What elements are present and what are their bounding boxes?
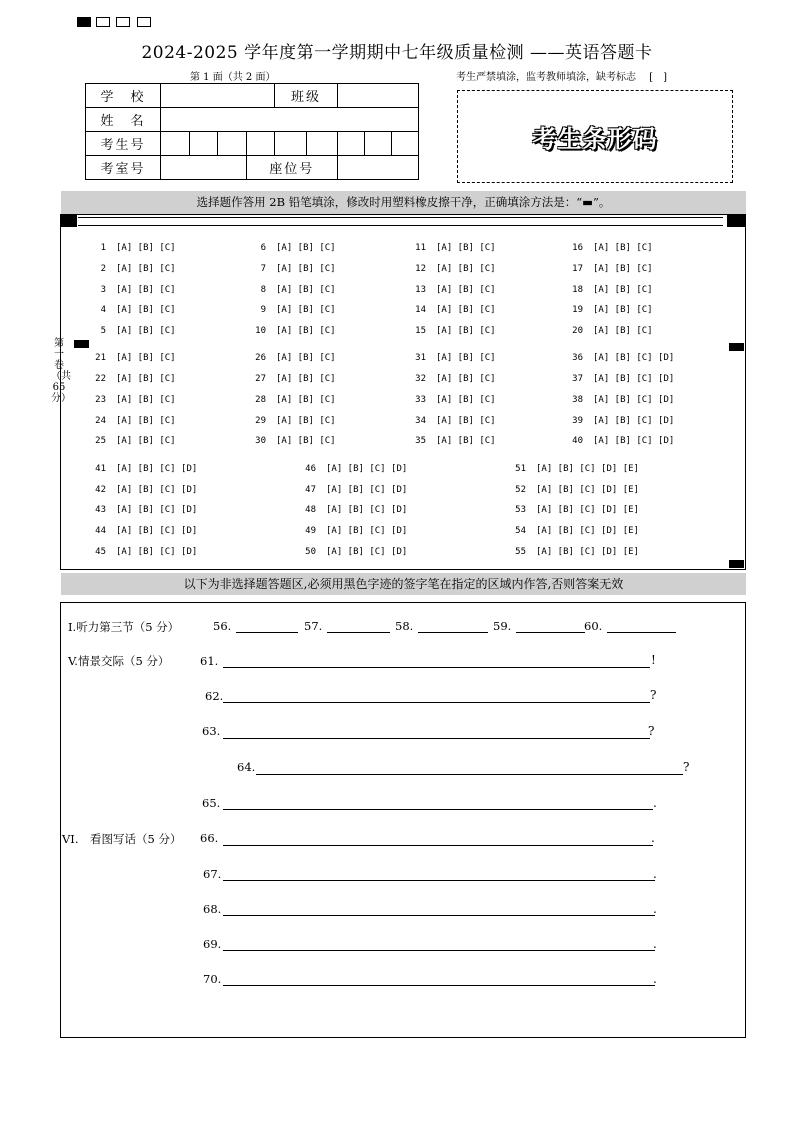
question-item[interactable] <box>300 464 407 474</box>
answer-number: 59. <box>493 619 512 633</box>
question-number: 20 <box>572 326 583 336</box>
section-picture-writing-title: VI. 看图写话（5 分） <box>62 832 182 846</box>
answer-bubbles[interactable]: [A] [B] [C] <box>436 374 496 384</box>
answer-bubbles[interactable]: [A] [B] [C] [D] <box>116 505 198 515</box>
question-number: 27 <box>255 374 266 384</box>
question-number: 12 <box>415 264 426 274</box>
question-item[interactable] <box>90 526 197 536</box>
name-label: 姓 名 <box>86 108 161 132</box>
question-number: 30 <box>255 436 266 446</box>
written-instruction-banner: 以下为非选择题答题区,必须用黑色字迹的签字笔在指定的区域内作答,否则答案无效 <box>61 573 746 595</box>
sentence-end-mark: . <box>653 796 657 810</box>
answer-number: 66. <box>200 831 219 845</box>
question-item[interactable] <box>300 547 407 557</box>
divider-line <box>78 225 723 226</box>
exam-number-cell[interactable] <box>246 132 275 156</box>
exam-number-cell[interactable] <box>189 132 218 156</box>
mc-instruction-banner: 选择题作答用 2B 铅笔填涂，修改时用塑料橡皮擦干净，正确填涂方法是：“▬”。 <box>61 191 746 214</box>
section-listening-title: I.听力第三节（5 分） <box>68 620 180 634</box>
answer-bubbles[interactable]: [A] [B] [C] <box>593 305 653 315</box>
question-number: 24 <box>95 416 106 426</box>
question-number: 15 <box>415 326 426 336</box>
answer-bubbles[interactable]: [A] [B] [C] [D] <box>116 464 198 474</box>
question-item[interactable] <box>300 505 407 515</box>
question-number: 7 <box>260 264 266 274</box>
question-number: 17 <box>572 264 583 274</box>
answer-number: 56. <box>213 619 232 633</box>
question-item[interactable] <box>250 326 336 336</box>
question-number: 19 <box>572 305 583 315</box>
question-item[interactable] <box>90 374 176 384</box>
room-field[interactable] <box>161 156 247 180</box>
exam-number-cell[interactable] <box>275 132 307 156</box>
question-number: 35 <box>415 436 426 446</box>
answer-bubbles[interactable]: [A] [B] [C] <box>116 326 176 336</box>
question-number: 13 <box>415 285 426 295</box>
answer-bubbles[interactable]: [A] [B] [C] <box>436 285 496 295</box>
answer-bubbles[interactable]: [A] [B] [C] <box>116 416 176 426</box>
answer-line-68[interactable] <box>223 915 655 916</box>
question-item[interactable] <box>567 395 674 405</box>
sentence-end-mark: ! <box>651 653 656 667</box>
answer-bubbles[interactable]: [A] [B] [C] <box>436 305 496 315</box>
question-number: 22 <box>95 374 106 384</box>
answer-bubbles[interactable]: [A] [B] [C] <box>276 374 336 384</box>
question-number: 6 <box>260 243 266 253</box>
answer-bubbles[interactable]: [A] [B] [C] <box>436 264 496 274</box>
answer-line-56[interactable] <box>236 632 298 633</box>
question-number: 3 <box>100 285 106 295</box>
question-item[interactable] <box>567 285 653 295</box>
question-item[interactable] <box>250 374 336 384</box>
question-item[interactable] <box>250 285 336 295</box>
question-item[interactable] <box>567 305 653 315</box>
question-item[interactable] <box>90 436 176 446</box>
exam-number-cell[interactable] <box>365 132 392 156</box>
answer-bubbles[interactable]: [A] [B] [C] <box>436 243 496 253</box>
answer-bubbles[interactable]: [A] [B] [C] [D] <box>593 374 675 384</box>
absent-mark-note: 考生严禁填涂，监考教师填涂，缺考标志 [ ] <box>456 72 667 83</box>
sentence-end-mark: ? <box>650 688 657 702</box>
question-number: 47 <box>305 485 316 495</box>
answer-line-58[interactable] <box>418 632 488 633</box>
question-item[interactable] <box>567 374 674 384</box>
sentence-end-mark: . <box>651 831 655 845</box>
answer-bubbles[interactable]: [A] [B] [C] [D] [E] <box>536 464 639 474</box>
answer-bubbles[interactable]: [A] [B] [C] <box>116 436 176 446</box>
answer-bubbles[interactable]: [A] [B] [C] <box>276 264 336 274</box>
page-title: 2024-2025 学年度第一学期期中七年级质量检测 ——英语答题卡 <box>141 43 653 63</box>
sentence-end-mark: . <box>653 937 657 951</box>
sentence-end-mark: ? <box>648 724 655 738</box>
page-note: 第 1 面（共 2 面） <box>190 72 276 83</box>
question-item[interactable] <box>250 305 336 315</box>
question-number: 51 <box>515 464 526 474</box>
question-number: 38 <box>572 395 583 405</box>
question-item[interactable] <box>567 264 653 274</box>
question-item[interactable] <box>90 326 176 336</box>
question-number: 25 <box>95 436 106 446</box>
answer-line-59[interactable] <box>516 632 585 633</box>
answer-bubbles[interactable]: [A] [B] [C] <box>436 436 496 446</box>
answer-bubbles[interactable]: [A] [B] [C] [D] <box>593 416 675 426</box>
answer-line-67[interactable] <box>223 880 655 881</box>
question-item[interactable] <box>90 264 176 274</box>
question-number: 28 <box>255 395 266 405</box>
question-number: 41 <box>95 464 106 474</box>
question-number: 53 <box>515 505 526 515</box>
question-item[interactable] <box>300 526 407 536</box>
question-number: 48 <box>305 505 316 515</box>
question-number: 31 <box>415 353 426 363</box>
answer-bubbles[interactable]: [A] [B] [C] [D] <box>326 485 408 495</box>
question-number: 54 <box>515 526 526 536</box>
question-item[interactable] <box>510 485 639 495</box>
barcode-label: 考生条形码 <box>532 125 658 153</box>
answer-bubbles[interactable]: [A] [B] [C] <box>276 285 336 295</box>
answer-bubbles[interactable]: [A] [B] [C] <box>116 243 176 253</box>
answer-bubbles[interactable]: [A] [B] [C] <box>116 395 176 405</box>
question-item[interactable] <box>90 243 176 253</box>
question-item[interactable] <box>90 353 176 363</box>
answer-bubbles[interactable]: [A] [B] [C] <box>116 264 176 274</box>
answer-bubbles[interactable]: [A] [B] [C] [D] <box>593 353 675 363</box>
question-number: 4 <box>100 305 106 315</box>
school-field[interactable] <box>161 84 275 108</box>
answer-bubbles[interactable]: [A] [B] [C] [D] <box>326 547 408 557</box>
question-item[interactable] <box>90 416 176 426</box>
question-number: 16 <box>572 243 583 253</box>
answer-number: 67. <box>203 867 222 881</box>
room-label: 考室号 <box>86 156 161 180</box>
divider-line <box>78 217 723 218</box>
question-number: 55 <box>515 547 526 557</box>
answer-bubbles[interactable]: [A] [B] [C] [D] <box>116 526 198 536</box>
answer-line-62[interactable] <box>223 702 650 703</box>
question-number: 45 <box>95 547 106 557</box>
answer-number: 61. <box>200 654 219 668</box>
exam-number-label: 考生号 <box>86 132 161 156</box>
answer-number: 68. <box>203 902 222 916</box>
exam-number-cell[interactable] <box>218 132 247 156</box>
alignment-mark <box>727 215 745 227</box>
answer-bubbles[interactable]: [A] [B] [C] <box>116 353 176 363</box>
question-item[interactable] <box>90 285 176 295</box>
answer-bubbles[interactable]: [A] [B] [C] <box>276 326 336 336</box>
question-item[interactable] <box>510 464 639 474</box>
question-item[interactable] <box>567 353 674 363</box>
question-number: 2 <box>100 264 106 274</box>
answer-bubbles[interactable]: [A] [B] [C] <box>276 243 336 253</box>
question-number: 18 <box>572 285 583 295</box>
question-item[interactable] <box>250 436 336 446</box>
answer-number: 60. <box>584 619 603 633</box>
answer-number: 64. <box>237 760 256 774</box>
answer-bubbles[interactable]: [A] [B] [C] <box>593 326 653 336</box>
barcode-area <box>457 90 733 183</box>
alignment-mark <box>729 560 744 568</box>
question-item[interactable] <box>250 353 336 363</box>
answer-line-70[interactable] <box>223 985 655 986</box>
question-number: 9 <box>260 305 266 315</box>
question-item[interactable] <box>90 305 176 315</box>
question-number: 10 <box>255 326 266 336</box>
answer-bubbles[interactable]: [A] [B] [C] [D] <box>326 526 408 536</box>
answer-line-69[interactable] <box>223 950 655 951</box>
question-item[interactable] <box>410 243 496 253</box>
sentence-end-mark: . <box>653 902 657 916</box>
question-number: 37 <box>572 374 583 384</box>
answer-number: 58. <box>395 619 414 633</box>
question-item[interactable] <box>410 395 496 405</box>
answer-bubbles[interactable]: [A] [B] [C] [D] [E] <box>536 547 639 557</box>
answer-line-64[interactable] <box>256 774 683 775</box>
answer-bubbles[interactable]: [A] [B] [C] <box>116 285 176 295</box>
question-item[interactable] <box>410 305 496 315</box>
question-number: 34 <box>415 416 426 426</box>
answer-line-63[interactable] <box>223 738 650 739</box>
answer-bubbles[interactable]: [A] [B] [C] [D] <box>593 436 675 446</box>
question-item[interactable] <box>90 464 197 474</box>
question-number: 8 <box>260 285 266 295</box>
answer-line-66[interactable] <box>223 845 653 846</box>
answer-number: 62. <box>205 689 224 703</box>
question-item[interactable] <box>567 416 674 426</box>
question-item[interactable] <box>250 395 336 405</box>
question-item[interactable] <box>410 353 496 363</box>
question-item[interactable] <box>567 243 653 253</box>
answer-bubbles[interactable]: [A] [B] [C] [D] <box>326 505 408 515</box>
question-number: 39 <box>572 416 583 426</box>
corner-mark-empty <box>137 17 151 27</box>
question-item[interactable] <box>567 436 674 446</box>
question-number: 42 <box>95 485 106 495</box>
question-number: 33 <box>415 395 426 405</box>
question-number: 49 <box>305 526 316 536</box>
class-field[interactable] <box>338 84 419 108</box>
question-number: 23 <box>95 395 106 405</box>
answer-bubbles[interactable]: [A] [B] [C] [D] <box>116 547 198 557</box>
question-item[interactable] <box>250 243 336 253</box>
question-item[interactable] <box>250 264 336 274</box>
question-item[interactable] <box>250 416 336 426</box>
name-field[interactable] <box>161 108 419 132</box>
alignment-mark <box>61 215 77 227</box>
corner-mark-empty <box>96 17 110 27</box>
question-number: 14 <box>415 305 426 315</box>
question-number: 11 <box>415 243 426 253</box>
answer-bubbles[interactable]: [A] [B] [C] <box>116 374 176 384</box>
sentence-end-mark: . <box>653 972 657 986</box>
class-label: 班级 <box>275 84 338 108</box>
answer-number: 70. <box>203 972 222 986</box>
answer-bubbles[interactable]: [A] [B] [C] <box>276 416 336 426</box>
exam-number-cell[interactable] <box>338 132 365 156</box>
answer-bubbles[interactable]: [A] [B] [C] [D] <box>593 395 675 405</box>
question-number: 46 <box>305 464 316 474</box>
school-label: 学 校 <box>86 84 161 108</box>
seat-label: 座位号 <box>246 156 338 180</box>
question-item[interactable] <box>410 264 496 274</box>
corner-mark-empty <box>116 17 130 27</box>
question-item[interactable] <box>90 395 176 405</box>
answer-bubbles[interactable]: [A] [B] [C] [D] <box>326 464 408 474</box>
exam-number-cell[interactable] <box>161 132 190 156</box>
question-item[interactable] <box>300 485 407 495</box>
answer-bubbles[interactable]: [A] [B] [C] <box>593 285 653 295</box>
alignment-mark <box>74 340 89 348</box>
answer-bubbles[interactable]: [A] [B] [C] <box>276 436 336 446</box>
question-number: 52 <box>515 485 526 495</box>
section-side-label: 第一卷（共65分） <box>51 338 71 404</box>
answer-bubbles[interactable]: [A] [B] [C] <box>116 305 176 315</box>
question-item[interactable] <box>90 547 197 557</box>
question-number: 44 <box>95 526 106 536</box>
question-item[interactable] <box>510 526 639 536</box>
answer-bubbles[interactable]: [A] [B] [C] <box>436 416 496 426</box>
answer-bubbles[interactable]: [A] [B] [C] <box>436 395 496 405</box>
answer-line-65[interactable] <box>223 809 653 810</box>
question-item[interactable] <box>410 285 496 295</box>
question-number: 29 <box>255 416 266 426</box>
question-number: 40 <box>572 436 583 446</box>
question-number: 36 <box>572 353 583 363</box>
question-item[interactable] <box>510 505 639 515</box>
answer-line-61[interactable] <box>223 667 650 668</box>
student-info-table <box>85 83 419 180</box>
answer-bubbles[interactable]: [A] [B] [C] <box>276 305 336 315</box>
question-item[interactable] <box>410 326 496 336</box>
question-number: 1 <box>100 243 106 253</box>
answer-bubbles[interactable]: [A] [B] [C] <box>436 326 496 336</box>
question-item[interactable] <box>567 326 653 336</box>
question-number: 5 <box>100 326 106 336</box>
answer-bubbles[interactable]: [A] [B] [C] [D] [E] <box>536 485 639 495</box>
answer-bubbles[interactable]: [A] [B] [C] <box>593 243 653 253</box>
exam-number-cell[interactable] <box>392 132 419 156</box>
question-number: 32 <box>415 374 426 384</box>
question-item[interactable] <box>410 416 496 426</box>
question-number: 21 <box>95 353 106 363</box>
answer-bubbles[interactable]: [A] [B] [C] [D] [E] <box>536 505 639 515</box>
answer-number: 65. <box>202 796 221 810</box>
answer-bubbles[interactable]: [A] [B] [C] <box>436 353 496 363</box>
exam-number-cell[interactable] <box>306 132 338 156</box>
question-item[interactable] <box>90 485 197 495</box>
alignment-mark <box>729 343 744 351</box>
sentence-end-mark: . <box>653 867 657 881</box>
question-number: 50 <box>305 547 316 557</box>
question-item[interactable] <box>510 547 639 557</box>
answer-line-57[interactable] <box>327 632 390 633</box>
answer-line-60[interactable] <box>607 632 676 633</box>
section-dialogue-title: V.情景交际（5 分） <box>68 654 170 668</box>
question-number: 43 <box>95 505 106 515</box>
answer-bubbles[interactable]: [A] [B] [C] <box>593 264 653 274</box>
answer-number: 57. <box>304 619 323 633</box>
answer-number: 69. <box>203 937 222 951</box>
question-item[interactable] <box>410 436 496 446</box>
answer-bubbles[interactable]: [A] [B] [C] [D] [E] <box>536 526 639 536</box>
corner-mark-filled <box>77 17 91 27</box>
seat-field[interactable] <box>338 156 419 180</box>
answer-bubbles[interactable]: [A] [B] [C] <box>276 353 336 363</box>
question-number: 26 <box>255 353 266 363</box>
answer-bubbles[interactable]: [A] [B] [C] [D] <box>116 485 198 495</box>
question-item[interactable] <box>410 374 496 384</box>
answer-number: 63. <box>202 724 221 738</box>
sentence-end-mark: ? <box>683 760 690 774</box>
question-item[interactable] <box>90 505 197 515</box>
answer-bubbles[interactable]: [A] [B] [C] <box>276 395 336 405</box>
